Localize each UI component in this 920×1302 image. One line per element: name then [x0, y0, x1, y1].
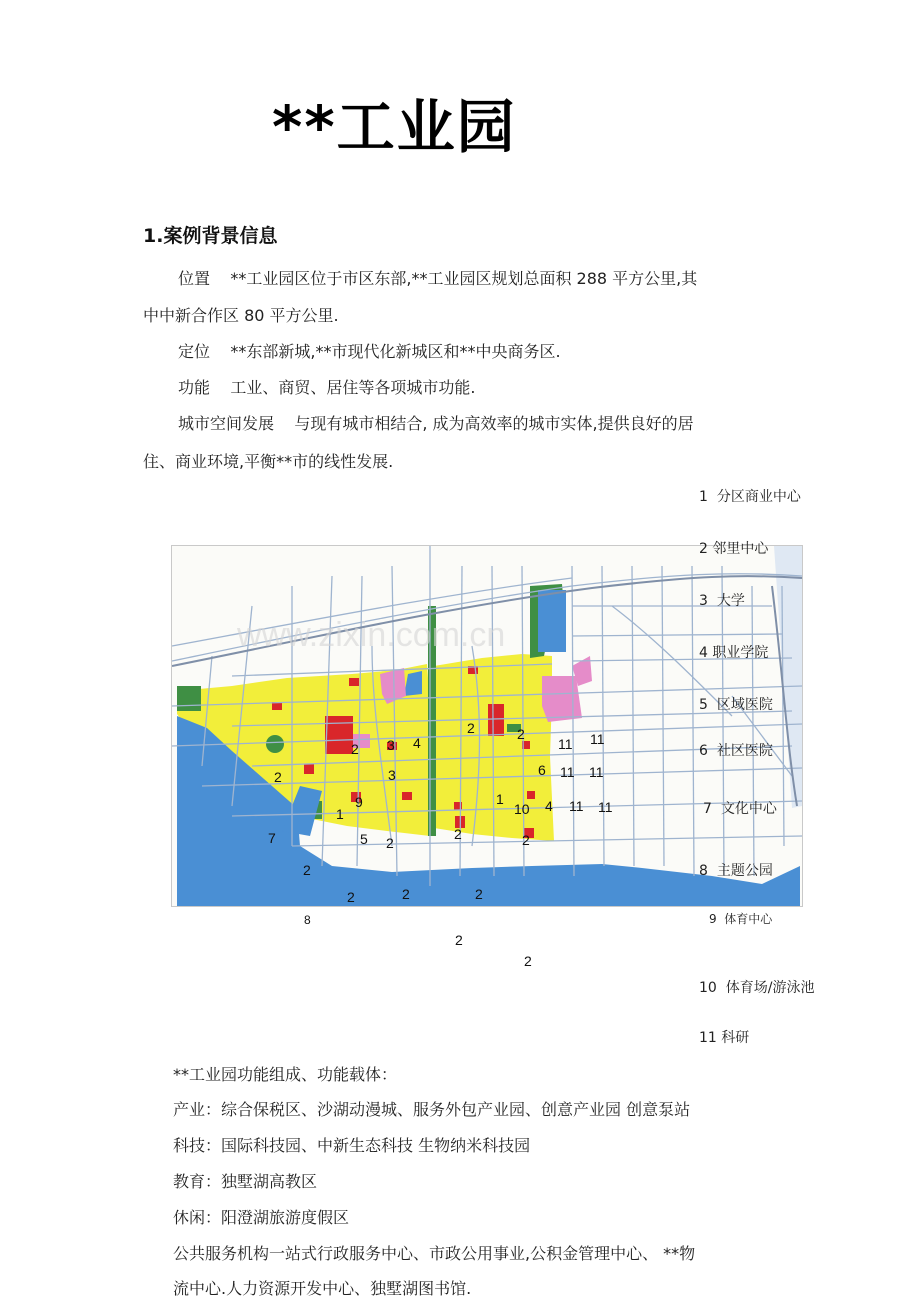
map-label: 6 — [538, 762, 546, 778]
location-text-line1: **工业园区位于市区东部,**工业园区规划总面积 288 平方公里,其 — [230, 269, 698, 288]
legend-label: 区域医院 — [716, 697, 773, 713]
legend-label: 科研 — [721, 1030, 750, 1046]
map-label: 2 — [524, 953, 532, 969]
functions-leisure: 休闲：阳澄湖旅游度假区 — [173, 1208, 350, 1227]
map-label: 2 — [522, 832, 530, 848]
document-title: **工业园 — [272, 93, 517, 161]
legend-label: 主题公园 — [716, 863, 773, 879]
map-label: 7 — [268, 830, 276, 846]
legend-item — [699, 860, 773, 880]
map-label: 2 — [454, 826, 462, 842]
spatial-paragraph-line1 — [178, 411, 694, 434]
legend-label: 体育场/游泳池 — [725, 980, 815, 996]
legend-label: 职业学院 — [712, 645, 769, 661]
map-label: 2 — [303, 862, 311, 878]
map-label: 2 — [386, 835, 394, 851]
map-label: 11 — [598, 799, 613, 815]
map-label: 2 — [347, 889, 355, 905]
spatial-text-line2: 住、商业环境,平衡**市的线性发展. — [143, 452, 394, 471]
function-label: 功能 — [178, 378, 211, 397]
map-label: 1 — [496, 791, 504, 807]
legend-num: 6 — [699, 743, 708, 759]
position-label: 定位 — [178, 342, 211, 361]
functions-education: 教育：独墅湖高教区 — [173, 1172, 318, 1191]
spatial-text-line1: 与现有城市相结合, 成为高效率的城市实体,提供良好的居 — [294, 414, 694, 433]
legend-label: 分区商业中心 — [716, 489, 801, 505]
legend-label: 大学 — [716, 593, 745, 609]
location-text-line2: 中中新合作区 80 平方公里. — [143, 306, 339, 325]
function-paragraph — [178, 375, 475, 398]
function-text: 工业、商贸、居住等各项城市功能. — [230, 378, 476, 397]
position-text: **东部新城,**市现代化新城区和**中央商务区. — [230, 342, 561, 361]
map-watermark: www.zixin.com.cn — [237, 616, 506, 654]
map-label: 4 — [545, 798, 553, 814]
functions-industry: 产业：综合保税区、沙湖动漫城、服务外包产业园、创意产业园 创意泵站 — [173, 1100, 691, 1119]
legend-num: 1 — [699, 489, 708, 505]
map-label: 11 — [558, 736, 573, 752]
position-paragraph — [178, 339, 561, 362]
map-label: 11 — [569, 798, 584, 814]
map-label: 9 — [355, 794, 363, 810]
functions-public-line2: 流中心.人力资源开发中心、独墅湖图书馆. — [173, 1279, 472, 1298]
functions-tech: 科技：国际科技园、中新生态科技 生物纳米科技园 — [173, 1136, 531, 1155]
map-label: 2 — [274, 769, 282, 785]
legend-label: 社区医院 — [716, 743, 773, 759]
legend-num: 5 — [699, 697, 708, 713]
legend-num: 4 — [699, 645, 708, 661]
legend-item — [703, 798, 777, 818]
legend-item — [709, 910, 772, 927]
legend-item — [699, 694, 773, 714]
legend-label: 邻里中心 — [712, 541, 769, 557]
map-label: 2 — [517, 726, 525, 742]
legend-label: 文化中心 — [720, 801, 777, 817]
map-label: 2 — [351, 741, 359, 757]
location-label: 位置 — [178, 269, 211, 288]
spatial-label: 城市空间发展 — [178, 414, 275, 433]
legend-item — [699, 590, 745, 610]
legend-num: 10 — [699, 980, 717, 996]
legend-num: 11 — [699, 1030, 717, 1046]
map-label: 11 — [589, 764, 604, 780]
legend-item — [699, 642, 768, 662]
map-label: 4 — [413, 735, 421, 751]
section-heading: 1.案例背景信息 — [143, 225, 278, 247]
map-label: 2 — [467, 720, 475, 736]
legend-item — [699, 977, 814, 997]
legend-item — [699, 538, 768, 558]
legend-num: 7 — [703, 801, 712, 817]
map-label: 10 — [514, 801, 530, 817]
map-label: 2 — [402, 886, 410, 902]
map-label: 5 — [360, 831, 368, 847]
map-label: 3 — [387, 737, 395, 753]
map-label: 2 — [455, 932, 463, 948]
map-label: 2 — [475, 886, 483, 902]
map-label: 8 — [304, 913, 311, 927]
functions-public-line1: 公共服务机构一站式行政服务中心、市政公用事业,公积金管理中心、 **物 — [173, 1244, 696, 1263]
functions-intro: **工业园功能组成、功能载体： — [173, 1065, 398, 1084]
legend-num: 8 — [699, 863, 708, 879]
map-label: 11 — [590, 731, 605, 747]
map-label: 11 — [560, 764, 575, 780]
legend-num: 3 — [699, 593, 708, 609]
legend-num: 9 — [709, 912, 717, 926]
map-label: 3 — [388, 767, 396, 783]
legend-label: 体育中心 — [724, 912, 773, 926]
location-paragraph-line1 — [178, 266, 697, 289]
legend-item — [699, 1027, 749, 1047]
map-label: 1 — [336, 806, 344, 822]
legend-item — [699, 740, 773, 760]
legend-num: 2 — [699, 541, 708, 557]
legend-item — [699, 486, 801, 506]
